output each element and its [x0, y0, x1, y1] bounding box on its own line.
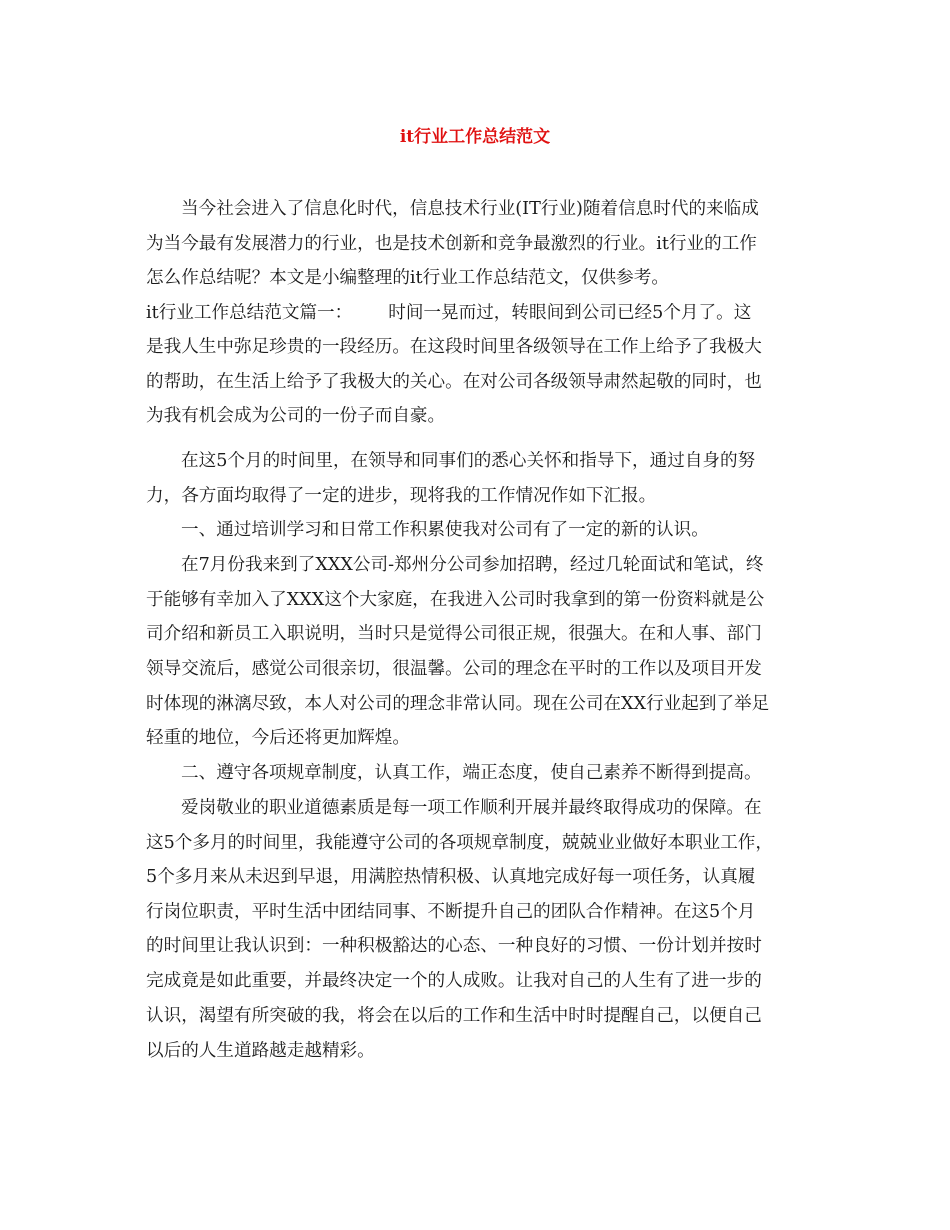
text-line: 为当今最有发展潜力的行业，也是技术创新和竞争最激烈的行业。it行业的工作	[146, 234, 757, 254]
text-line: 5个多月来从未迟到早退，用满腔热情积极、认真地完成好每一项任务，认真履	[146, 867, 756, 887]
text-line: 轻重的地位，今后还将更加辉煌。	[146, 728, 410, 748]
text-line: 以后的人生道路越走越精彩。	[146, 1041, 375, 1061]
text-line: 司介绍和新员工入职说明，当时只是觉得公司很正规，很强大。在和人事、部门	[146, 624, 762, 644]
text-line: 于能够有幸加入了XXX这个大家庭，在我进入公司时我拿到的第一份资料就是公	[146, 590, 765, 610]
section-line	[146, 300, 751, 326]
section-label: it行业工作总结范文篇一：	[146, 303, 353, 323]
text-line: 行岗位职责，平时生活中团结同事、不断提升自己的团队合作精神。在这5个月	[146, 902, 756, 922]
text-line: 当今社会进入了信息化时代，信息技术行业(IT行业)随着信息时代的来临成	[181, 199, 759, 219]
text-line: 为我有机会成为公司的一份子而自豪。	[146, 406, 446, 426]
heading-line: 二、遵守各项规章制度，认真工作，端正态度，使自己素养不断得到提高。	[181, 763, 762, 783]
document-title: it行业工作总结范文	[399, 127, 551, 147]
text-line: 爱岗敬业的职业道德素质是每一项工作顺利开展并最终取得成功的保障。在	[181, 798, 762, 818]
text-line: 在这5个月的时间里，在领导和同事们的悉心关怀和指导下，通过自身的努	[181, 451, 756, 471]
text-line: 怎么作总结呢？本文是小编整理的it行业工作总结范文，仅供参考。	[146, 268, 669, 288]
text-line: 完成竟是如此重要，并最终决定一个的人成败。让我对自己的人生有了进一步的	[146, 971, 762, 991]
text-line: 是我人生中弥足珍贵的一段经历。在这段时间里各级领导在工作上给予了我极大	[146, 337, 762, 357]
text-line: 的帮助，在生活上给予了我极大的关心。在对公司各级领导肃然起敬的同时，也	[146, 372, 762, 392]
text-line: 在7月份我来到了XXX公司-郑州分公司参加招聘，经过几轮面试和笔试，终	[181, 555, 764, 575]
section-text: 时间一晃而过，转眼间到公司已经5个月了。这	[388, 303, 752, 323]
text-line: 力，各方面均取得了一定的进步，现将我的工作情况作如下汇报。	[146, 486, 657, 506]
text-line: 领导交流后，感觉公司很亲切，很温馨。公司的理念在平时的工作以及项目开发	[146, 659, 762, 679]
heading-line: 一、通过培训学习和日常工作积累使我对公司有了一定的新的认识。	[181, 520, 709, 540]
text-line: 的时间里让我认识到：一种积极豁达的心态、一种良好的习惯、一份计划并按时	[146, 936, 762, 956]
text-line: 这5个多月的时间里，我能遵守公司的各项规章制度，兢兢业业做好本职业工作，	[146, 833, 773, 853]
text-line: 认识，渴望有所突破的我，将会在以后的工作和生活中时时提醒自己，以便自己	[146, 1006, 762, 1026]
text-line: 时体现的淋漓尽致，本人对公司的理念非常认同。现在公司在XX行业起到了举足	[146, 694, 770, 714]
